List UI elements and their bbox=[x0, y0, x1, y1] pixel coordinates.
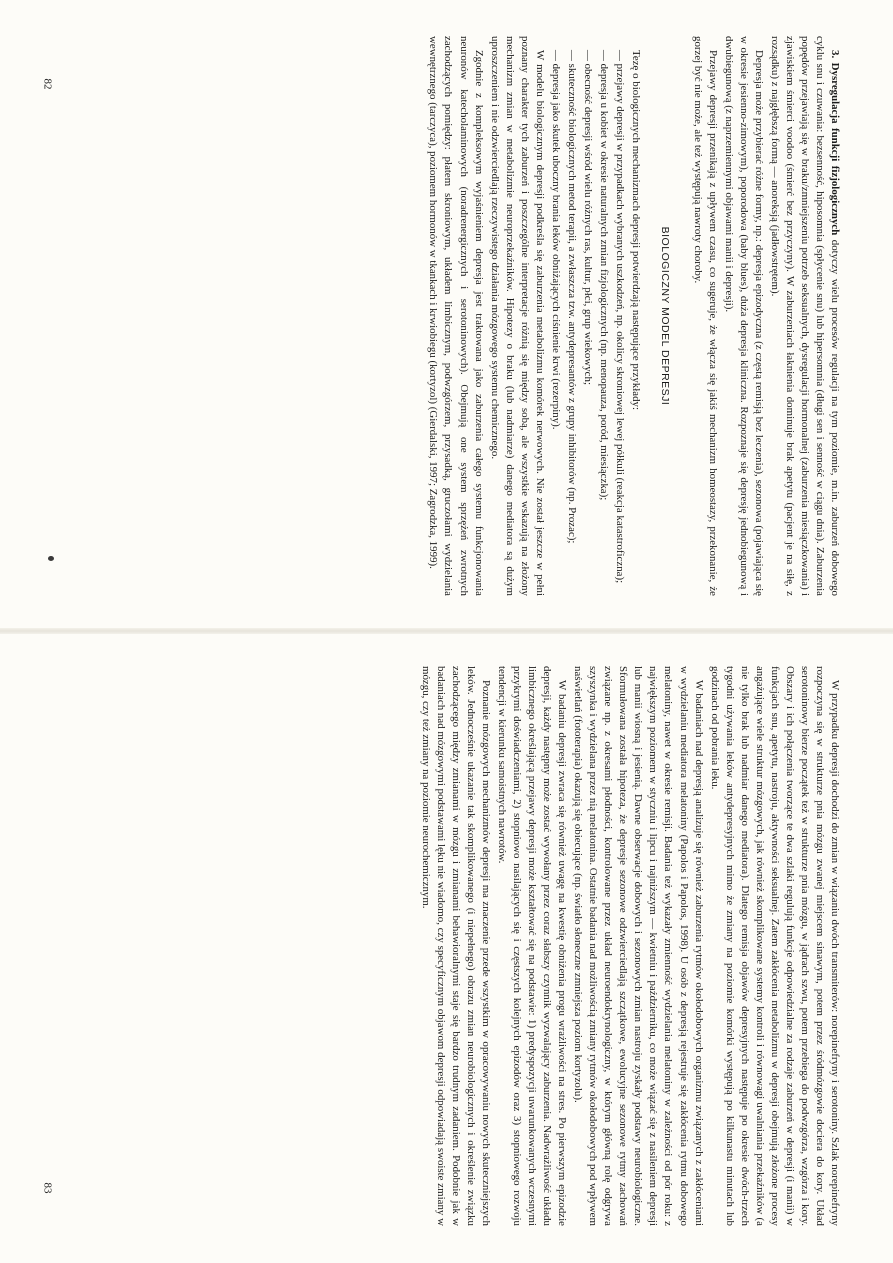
page-number-82: 82 bbox=[41, 78, 54, 90]
list-item: — depresja u kobiet w okresie naturalnych zmian fizjologicznych (np. menopauza, poród, miesiączka); bbox=[597, 50, 610, 501]
paragraph-complex: Zgodnie z kompleksowym wyjaśnieniem depresja jest traktowana jako zaburzenia całego systemu funkcjonowania neuronów katecholaminowych (noradrenergicznych i serotoninowych). Obejmują one system sprzężeń zwrotnych zachodzących pomiędzy: płatem skroniowym, układem limbicznym, podwzgórzem, przysadką, gruczołami wydzielania wewnętrznego (tarczyca), poziomem hormonów w tkankach i krwiobiegu (kortyzol) (Gierdalski, 1997; Zagrodzka, 1999). bbox=[426, 36, 485, 596]
paragraph-forms: Depresja może przybierać różne formy, np.: depresja epizodyczna (z częstą remisją bez leczenia), sezonowa (pojawiająca się w okresie jesienno-zimowym), poporodowa (baby blues), duża depresja kliniczna. Rozpoznaje się depresję jednobiegunową i dwubiegunową (z naprzemiennymi objawami manii i depresji). bbox=[722, 36, 765, 596]
list-item: — przejawy depresji w przypadkach wybranych uszkodzeń, np. okolicy skroniowej lewej półkuli (reakcja katastroficzna); bbox=[613, 50, 626, 584]
paragraph-thesis: Tezę o biologicznych mechanizmach depresji potwierdzają następujące przykłady: bbox=[629, 50, 642, 410]
page-fold bbox=[0, 628, 893, 634]
page-number-83: 83 bbox=[41, 1182, 54, 1194]
paragraph-stress: W badaniu depresji zwraca się również uwagę na kwestię obniżenia progu wrażliwości na stres. Po pierwszym epizodzie depresji, każdy następny może zostać wywołany przez coraz słabszy czynnik wyzwalający zaburzenia. Nadwrażliwość układu limbicznego określającą przejawy depresji może kształtować się na podstawie: 1) predyspozycji uwarunkowanych wczesnymi przykrymi doświadczeniami, 2) stopniowo nasilających się i częstszych kolejnych epizodów oraz 3) stopniowego rozwoju tendencji w kierunku samoistnych nawrotów. bbox=[495, 666, 568, 1226]
list-item: — depresja jako skutek uboczny brania leków obniżających ciśnienie krwi (rezerpiny). bbox=[549, 50, 562, 430]
paragraph-lead: 3. Dysregulacja funkcji fizjologicznych bbox=[828, 50, 841, 236]
page-82 bbox=[52, 36, 842, 596]
paragraph-mechanisms: Poznanie mózgowych mechanizmów depresji ma znaczenie przede wszystkim w opracowywaniu nowych skuteczniejszych leków. Jednocześnie ukazanie tak skomplikowanego (i niepełnego) obrazu zmian neurobiologicznych i określenie związku zachodzącego między zmianami w mózgu i zmianami behawioralnymi staje się bardzo trudnym zadaniem. Podobnie jak w badaniach nad mózgowymi podstawami lęku nie wiadomo, czy specyficznym objawom depresji odpowiadają swoiste zmiany w mózgu, czy też zmiany na poziomie neurochemicznym. bbox=[419, 666, 492, 1226]
paragraph-rhythms: W badaniach nad depresją analizuje się również zaburzenia rytmów okołodobowych organizmu związanych z zakłóceniami w wydzielaniu mediatora melatoniny (Papolos i Papolos, 1998). U osób z depresją rejestruje się zakłócenia rytmu dobowego melatoniny, nawet w okresie remisji. Badania też wykazały zmienność wydzielania melatoniny w zależności od pór roku: z największym poziomem w styczniu i lipcu i najniższym — kwietniu i październiku, co może wiązać się z nasileniem depresji lub manii wiosną i jesienią. Dawne obserwacje dobowych i sezonowych zmian nastroju zyskały podstawy neurobiologiczne. Sformułowana została hipoteza, że depresje sezonowe odzwierciedlają szczątkowe, ewolucyjne sezonowe rytmy zachowań związane np. z okresami płodności, kontrolowane przez układ neuroendokrynologiczny, w którym główną rolę odgrywa szyszynka i wydzielana przez nią melatonina. Ostatnie badania nad możliwością zmiany rytmów okołodobowych pod wpływem naświetlań (fototerapia) okazują się obiecujące (np. światło słoneczne zmniejsza poziom kortyzolu). bbox=[571, 666, 705, 1226]
paragraph-dysregulacja bbox=[766, 36, 841, 596]
paragraph-symptoms: Przejawy depresji przenikają z upływem czasu, co sugeruje, że włącza się jakiś mechanizm homeostazy, przekonanie, że gorzej być nie może, ale też występują nawroty choroby. bbox=[691, 36, 719, 596]
paragraph-model: W modelu biologicznym depresji podkreśla się zaburzenia metabolizmu komórek nerwowych. Nie został jeszcze w pełni poznany charakter tych zaburzeń i poszczególne interpretacje różnią się między sobą, ale wszystkie wskazują na złożony mechanizm zmian w metabolizmie neuroprzekaźników. Hipotezy o braku (lub nadmiarze) danego mediatora są dużym uproszczeniem i nie odzwierciedlają rzeczywistego działania mózgowego systemu chemicznego. bbox=[488, 36, 546, 596]
paragraph-body: dotyczy wielu procesów regulacji na tym poziomie, m.in. zaburzeń dobowego cyklu snu i czuwania: bezsenność, hiposomnia (spłycenie snu) lub hipersomnia (długi sen i senność w ciągu dnia). Zaburzenia popędów przejawiają się w braku/zmniejszeniu potrzeb seksualnych, dysregulacji hormonalnej (zaburzenia miesiączkowania) i zjawiskiem śmierci voodoo (śmierć bez przyczyny). W zaburzeniach łaknienia dominuje brak apetytu (pacjent je na siłę, z rozsądku) z najgłębszą formą — anoreksją (jadłowstrętem). bbox=[768, 36, 841, 596]
section-heading: BIOLOGICZNY MODEL DEPRESJI bbox=[658, 226, 671, 406]
page-83 bbox=[52, 666, 842, 1226]
list-item: — skuteczność biologicznych metod terapii, a zwłaszcza tzw. antydepresantów z grupy inhibitorów (np. Prozac); bbox=[565, 50, 578, 544]
list-item: — obecność depresji wśród wielu różnych ras, kultur, płci, grup wiekowych; bbox=[581, 50, 594, 385]
paragraph-transmitters: W przypadku depresji dochodzi do zmian w wiązaniu dwóch transmiterów: norepinefryny i serotoniny. Szlak norepinefryny rozpoczyna się w strukturze pnia mózgu zwanej miejscem sinawym, potem przez śródmózgowie dociera do kory. Układ serotoninowy bierze początek też w strukturze pnia mózgu, w jądrach szwu, potem przebiega do podwzgórza, wzgórza i kory. Obszary i ich połączenia tworzące te dwa szlaki regulują funkcje odpowiedzialne za rodzaje zaburzeń w depresji (i manii) w funkcjach snu, apetytu, nastroju, aktywności seksualnej. Zatem zakłócenia metabolizmu w depresji obejmują złożone procesy angażujące wiele struktur mózgowych, jak również skomplikowane systemy kontroli i równowagi uwalniania przekaźników (a nie tylko brak lub nadmiar danego mediatora). Dlatego remisja objawów depresyjnych następuje po okresie dwóch-trzech tygodni używania leków antydepresyjnych mimo że zmiany na poziomie komórki występują po kilkunastu minutach lub godzinach od pobrania leku. bbox=[708, 666, 841, 1226]
